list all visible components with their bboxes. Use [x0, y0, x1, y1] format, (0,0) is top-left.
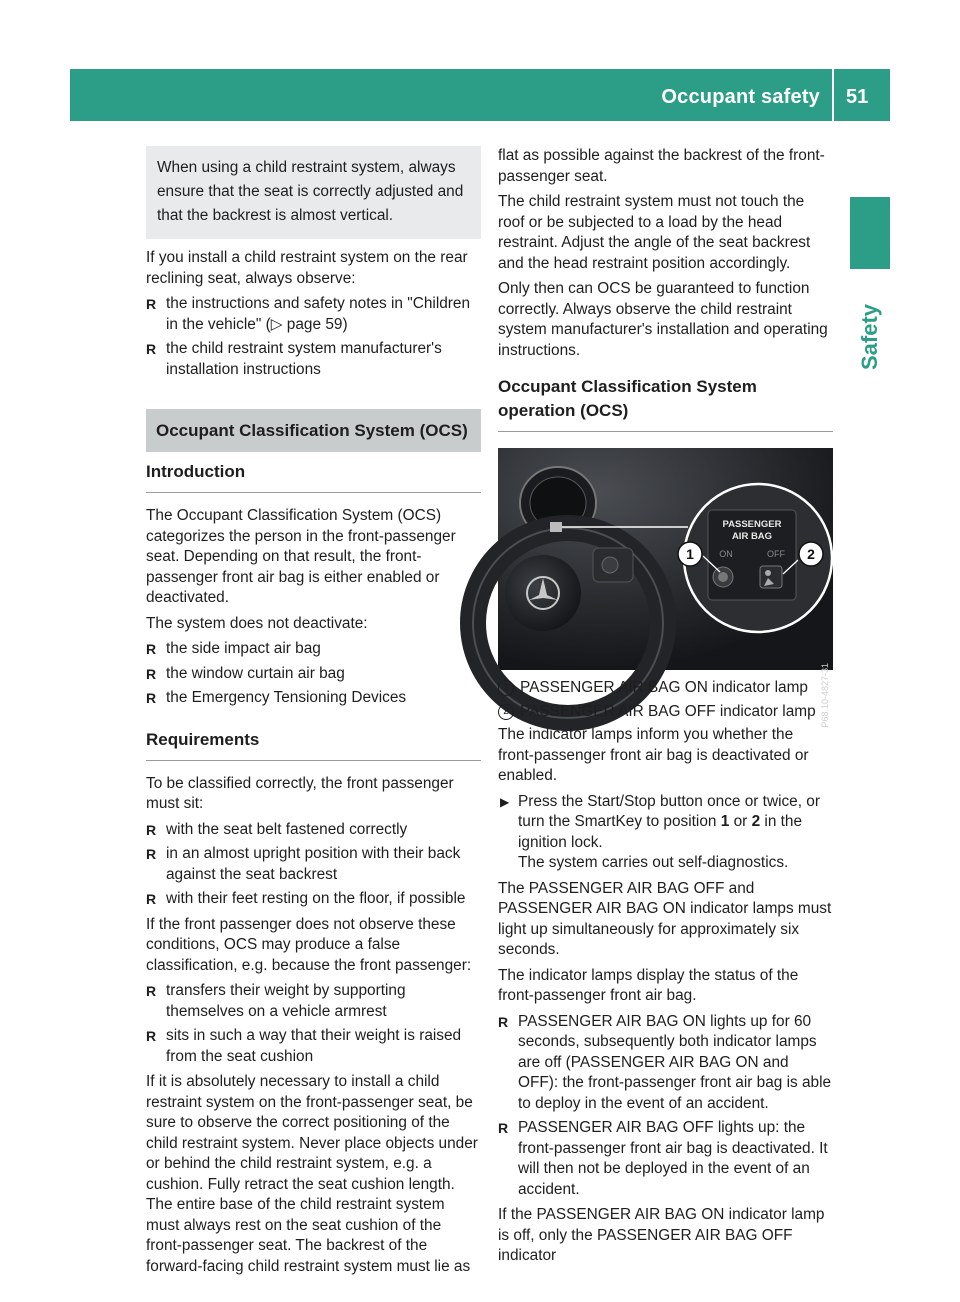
paragraph: Only then can OCS be guaranteed to function correctly. Always observe the child restraint system manufacturer's installation and operating instructions.	[498, 280, 828, 359]
page-number: 51	[846, 86, 869, 108]
list-item: R transfers their weight by supporting themselves on a vehicle armrest	[146, 981, 481, 1022]
paragraph: flat as possible against the backrest of the front-passenger seat.	[498, 147, 825, 185]
list-item: R the window curtain air bag	[146, 664, 481, 685]
list-item: R the instructions and safety notes in "Children in the vehicle" (▷ page 59)	[146, 294, 481, 335]
legend-text: PASSENGER AIR BAG OFF indicator lamp	[520, 702, 816, 720]
instruction-list	[498, 792, 833, 874]
bullet-list	[498, 1012, 833, 1201]
side-tab	[850, 287, 890, 387]
page-header	[70, 69, 890, 121]
bullet-list	[146, 981, 481, 1067]
left-column	[146, 146, 481, 1282]
bullet-list	[146, 820, 481, 910]
bullet-list	[146, 294, 481, 380]
paragraph: If you install a child restraint system on the rear reclining seat, always observe:	[146, 249, 468, 287]
list-item: R the child restraint system manufacturer's installation instructions	[146, 339, 481, 380]
chapter-title: Occupant safety	[661, 86, 820, 108]
svg-text:OFF: OFF	[767, 549, 785, 559]
paragraph: If it is absolutely necessary to install a child restraint system on the front-passenger seat, be sure to observe the correct positioning of the child restraint system. Never place objects under or behind the child restraint system, e.g. a cushion. Fully retract the seat cushion length. The entire base of the child restraint system must always rest on the seat cushion of the front-passenger seat. The backrest of the forward-facing child restraint system must lie as	[146, 1073, 478, 1275]
instruction-result: The system carries out self-diagnostics.	[518, 854, 789, 871]
paragraph: The indicator lamps display the status of the front-passenger front air bag.	[498, 966, 799, 1004]
svg-text:PASSENGER: PASSENGER	[722, 519, 782, 530]
list-item: R PASSENGER AIR BAG OFF lights up: the front-passenger front air bag is deactivated. It will then not be deployed in the event of an accident.	[498, 1118, 833, 1200]
legend-item	[498, 678, 833, 699]
header-divider	[832, 69, 834, 121]
list-item: R the side impact air bag	[146, 639, 481, 660]
svg-text:AIR BAG: AIR BAG	[731, 531, 773, 542]
paragraph: The child restraint system must not touch the roof or be subjected to a load by the head restraint. Adjust the angle of the seat backrest and the head restraint position accordingly.	[498, 193, 811, 272]
subheading-ocs-operation: Occupant Classification System operation (OCS)	[498, 375, 833, 432]
bullet-list	[146, 639, 481, 709]
list-item: R with their feet resting on the floor, if possible	[146, 889, 481, 910]
side-tab-marker	[850, 197, 890, 269]
note-box: When using a child restraint system, always ensure that the seat is correctly adjusted and that the backrest is almost vertical.	[146, 146, 481, 239]
legend-number: 1	[498, 680, 514, 696]
paragraph: The indicator lamps inform you whether the front-passenger front air bag is deactivated or enabled.	[498, 726, 809, 784]
paragraph: To be classified correctly, the front passenger must sit:	[146, 774, 454, 812]
paragraph: If the PASSENGER AIR BAG ON indicator lamp is off, only the PASSENGER AIR BAG OFF indicator	[498, 1206, 825, 1264]
svg-text:2: 2	[807, 546, 815, 562]
subheading-requirements: Requirements	[146, 728, 481, 761]
section-title: Occupant Classification System (OCS)	[146, 409, 481, 452]
paragraph: The PASSENGER AIR BAG OFF and PASSENGER AIR BAG ON indicator lamps must light up simultaneously for approximately six seconds.	[498, 879, 832, 958]
figure-code: P68.10-4827-31	[820, 663, 830, 728]
list-item: R with the seat belt fastened correctly	[146, 820, 481, 841]
right-column	[498, 146, 833, 1272]
list-item: R in an almost upright position with their back against the seat backrest	[146, 844, 481, 885]
list-item: R the Emergency Tensioning Devices	[146, 688, 481, 709]
paragraph: The Occupant Classification System (OCS) categorizes the person in the front-passenger seat. Depending on that result, the front-passenger front air bag is either enabled or deactivated.	[146, 507, 456, 606]
instruction-step: ▶ Press the Start/Stop button once or twice, or turn the SmartKey to position 1 or 2 in the ignition lock. The system carries out self-diagnostics.	[498, 792, 833, 874]
list-item: R PASSENGER AIR BAG ON lights up for 60 seconds, subsequently both indicator lamps are off (PASSENGER AIR BAG ON and OFF): the front-passenger front air bag is able to deploy in the event of an accident.	[498, 1012, 833, 1115]
svg-text:ON: ON	[719, 549, 733, 559]
subheading-introduction: Introduction	[146, 460, 481, 493]
legend-item	[498, 702, 833, 723]
svg-text:1: 1	[686, 546, 694, 562]
list-item: R sits in such a way that their weight is raised from the seat cushion	[146, 1026, 481, 1067]
legend-number: 2	[498, 704, 514, 720]
legend-text: PASSENGER AIR BAG ON indicator lamp	[520, 679, 808, 696]
paragraph: If the front passenger does not observe these conditions, OCS may produce a false classification, e.g. because the front passenger:	[146, 915, 472, 974]
paragraph: The system does not deactivate:	[146, 614, 368, 632]
side-tab-label: Safety	[857, 303, 882, 371]
